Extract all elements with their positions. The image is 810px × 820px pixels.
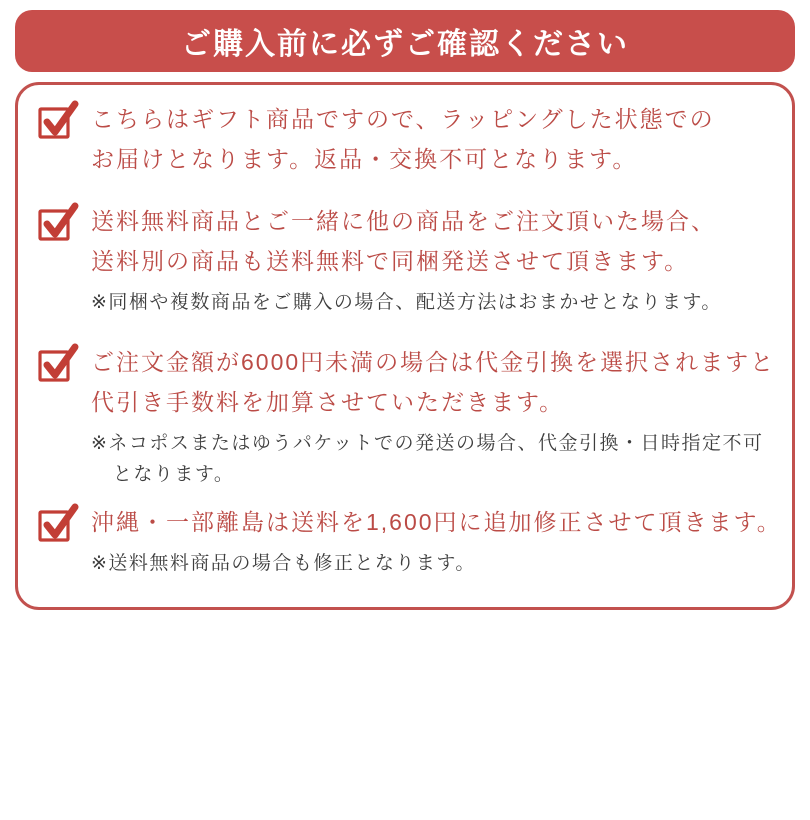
notice-item-free-shipping <box>38 201 772 318</box>
notice-note: ※送料無料商品の場合も修正となります。 <box>91 553 476 574</box>
notice-text-line: お届けとなります。返品・交換不可となります。 <box>91 146 638 172</box>
notice-text-line: 代引き手数料を加算させていただきます。 <box>91 389 565 415</box>
notice-item-text <box>91 502 782 579</box>
notice-notes <box>91 428 775 490</box>
header-banner <box>15 10 795 72</box>
notice-page <box>0 10 810 820</box>
notice-text-line: 沖縄・一部離島は送料を1,600円に追加修正させて頂きます。 <box>91 509 782 535</box>
checkbox-checked-icon <box>38 203 78 241</box>
notice-panel <box>15 82 795 610</box>
checkbox-checked-icon <box>38 344 78 382</box>
checkbox-checked-icon <box>38 504 78 542</box>
banner-title: ご購入前に必ずご確認ください <box>181 28 629 61</box>
notice-item-text <box>91 99 772 179</box>
notice-item-text <box>91 342 775 490</box>
notice-text-line: ご注文金額が6000円未満の場合は代金引換を選択されますと <box>91 349 776 375</box>
notice-text-line: 送料無料商品とご一緒に他の商品をご注文頂いた場合、 <box>91 208 716 234</box>
notice-item-text <box>91 201 772 318</box>
checkbox-checked-icon <box>38 101 78 139</box>
notice-note-continued: となります。 <box>112 464 235 485</box>
notice-item-cod-fee <box>38 342 776 490</box>
notice-notes <box>91 287 772 318</box>
notice-notes <box>91 548 782 579</box>
notice-text-line: こちらはギフト商品ですので、ラッピングした状態での <box>91 106 715 132</box>
notice-note: ※同梱や複数商品をご購入の場合、配送方法はおまかせとなります。 <box>91 292 722 313</box>
notice-note: ※ネコポスまたはゆうパケットでの発送の場合、代金引換・日時指定不可 <box>91 433 764 454</box>
notice-text-line: 送料別の商品も送料無料で同梱発送させて頂きます。 <box>91 248 690 274</box>
notice-item-okinawa-shipping <box>38 502 782 579</box>
notice-item-gift <box>38 99 772 179</box>
